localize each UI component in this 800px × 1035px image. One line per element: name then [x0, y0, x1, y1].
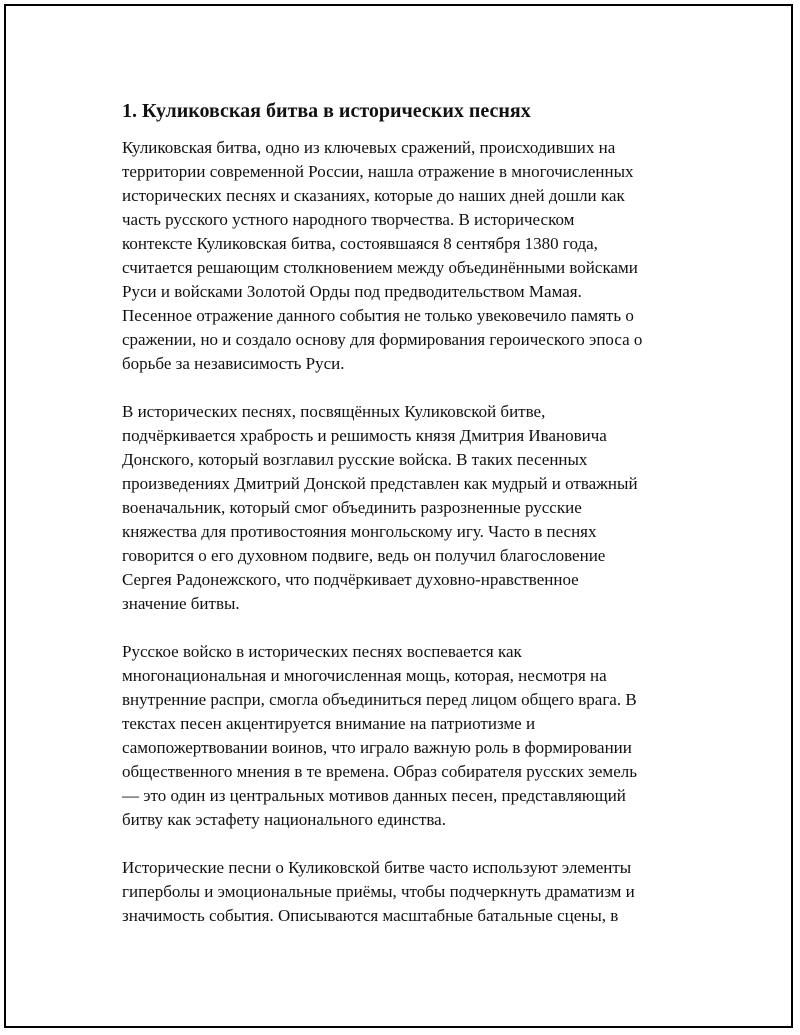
text-line: часть русского устного народного творчества. В историческом: [122, 210, 575, 229]
text-line: Сергея Радонежского, что подчёркивает духовно-нравственное: [122, 570, 579, 589]
text-line: текстах песен акцентируется внимание на патриотизме и: [122, 714, 536, 733]
text-line: территории современной России, нашла отражение в многочисленных: [122, 162, 634, 181]
document-page: [4, 4, 793, 1028]
text-line: значимость события. Описываются масштабные батальные сцены, в: [122, 906, 619, 925]
text-line: значение битвы.: [122, 594, 240, 613]
paragraph-1: [122, 136, 697, 376]
paragraph-4: [122, 856, 697, 928]
text-line: В исторических песнях, посвящённых Куликовской битве,: [122, 402, 546, 421]
text-line: гиперболы и эмоциональные приёмы, чтобы подчеркнуть драматизм и: [122, 882, 635, 901]
text-line: самопожертвовании воинов, что играло важную роль в формировании: [122, 738, 632, 757]
text-line: Куликовская битва, одно из ключевых сражений, происходивших на: [122, 138, 616, 157]
text-line: битву как эстафету национального единства.: [122, 810, 446, 829]
text-line: Исторические песни о Куликовской битве часто используют элементы: [122, 858, 632, 877]
text-line: Песенное отражение данного события не только увековечило память о: [122, 306, 634, 325]
text-line: княжества для противостояния монгольскому игу. Часто в песнях: [122, 522, 597, 541]
paragraph-2: [122, 400, 697, 616]
text-line: считается решающим столкновением между объединёнными войсками: [122, 258, 638, 277]
text-line: Донского, который возглавил русские войска. В таких песенных: [122, 450, 588, 469]
text-line: сражении, но и создало основу для формирования героического эпоса о: [122, 330, 643, 349]
text-line: подчёркивается храбрость и решимость князя Дмитрия Ивановича: [122, 426, 607, 445]
text-line: внутренние распри, смогла объединиться перед лицом общего врага. В: [122, 690, 637, 709]
text-line: контексте Куликовская битва, состоявшаяся 8 сентября 1380 года,: [122, 234, 598, 253]
text-line: борьбе за независимость Руси.: [122, 354, 345, 373]
text-line: Русское войско в исторических песнях воспевается как: [122, 642, 522, 661]
section-heading: 1. Куликовская битва в исторических песнях: [122, 100, 531, 122]
text-line: военачальник, который смог объединить разрозненные русские: [122, 498, 582, 517]
text-line: многонациональная и многочисленная мощь, которая, несмотря на: [122, 666, 607, 685]
paragraph-3: [122, 640, 697, 832]
text-line: — это один из центральных мотивов данных песен, представляющий: [122, 786, 626, 805]
text-line: произведениях Дмитрий Донской представлен как мудрый и отважный: [122, 474, 638, 493]
text-line: Руси и войсками Золотой Орды под предводительством Мамая.: [122, 282, 582, 301]
text-line: общественного мнения в те времена. Образ собирателя русских земель: [122, 762, 637, 781]
document-body: [122, 98, 697, 952]
text-line: говорится о его духовном подвиге, ведь он получил благословение: [122, 546, 606, 565]
text-line: исторических песнях и сказаниях, которые до наших дней дошли как: [122, 186, 625, 205]
